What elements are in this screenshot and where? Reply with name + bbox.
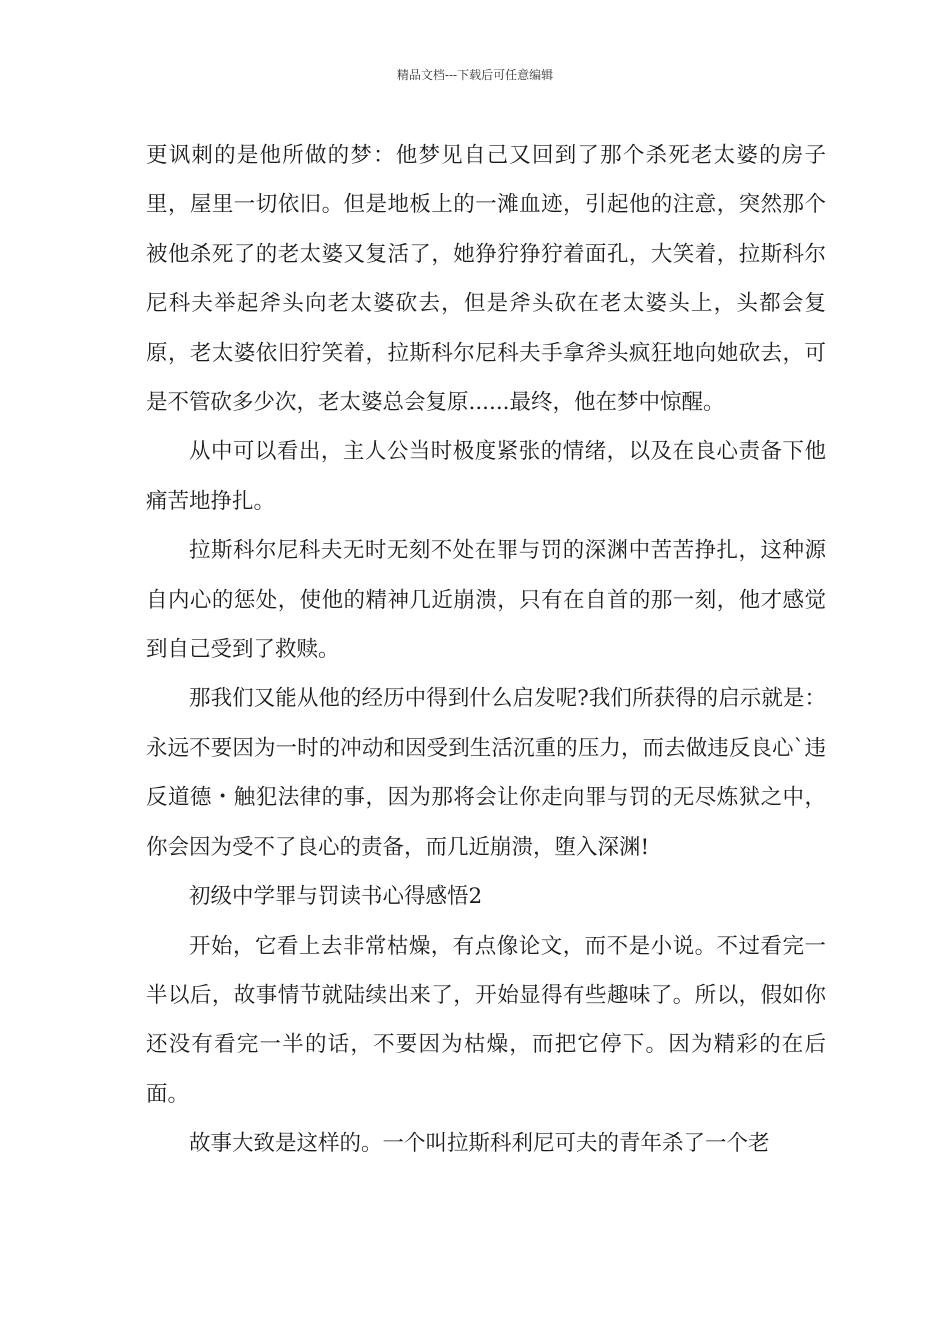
paragraph-struggle: 拉斯科尔尼科夫无时无刻不处在罪与罚的深渊中苦苦挣扎，这种源自内心的惩处，使他的精神几近崩溃，只有在自首的那一刻，他才感觉到自己受到了救赎。 — [146, 538, 826, 663]
document-body — [146, 131, 826, 1169]
paragraph-tension: 从中可以看出，主人公当时极度紧张的情绪，以及在良心责备下他痛苦地挣扎。 — [146, 439, 826, 514]
paragraph-story: 故事大致是这样的。一个叫拉斯科利尼可夫的青年杀了一个老 — [189, 1131, 770, 1157]
paragraph-lesson: 那我们又能从他的经历中得到什么启发呢?我们所获得的启示就是：永远不要因为一时的冲动和因受到生活沉重的压力，而去做违反良心`违反道德・触犯法律的事，因为那将会让你走向罪与罚的无尽炼狱之中，你会因为受不了良心的责备，而几近崩溃，堕入深渊! — [146, 686, 826, 860]
paragraph-dream: 更讽刺的是他所做的梦：他梦见自己又回到了那个杀死老太婆的房子里，屋里一切依旧。但是地板上的一滩血迹，引起他的注意，突然那个被他杀死了的老太婆又复活了，她狰狞狰狞着面孔，大笑着，拉斯科尔尼科夫举起斧头向老太婆砍去，但是斧头砍在老太婆头上，头都会复原，老太婆依旧狞笑着，拉斯科尔尼科夫手拿斧头疯狂地向她砍去，可是不管砍多少次，老太婆总会复原......最终，他在梦中惊醒。 — [146, 143, 826, 416]
page-header: 精品文档---下载后可任意编辑 — [396, 68, 554, 82]
paragraph-beginning: 开始，它看上去非常枯燥，有点像论文，而不是小说。不过看完一半以后，故事情节就陆续出来了，开始显得有些趣味了。所以，假如你还没有看完一半的话，不要因为枯燥，而把它停下。因为精彩的在后面。 — [146, 933, 826, 1107]
section-heading: 初级中学罪与罚读书心得感悟2 — [189, 884, 483, 910]
